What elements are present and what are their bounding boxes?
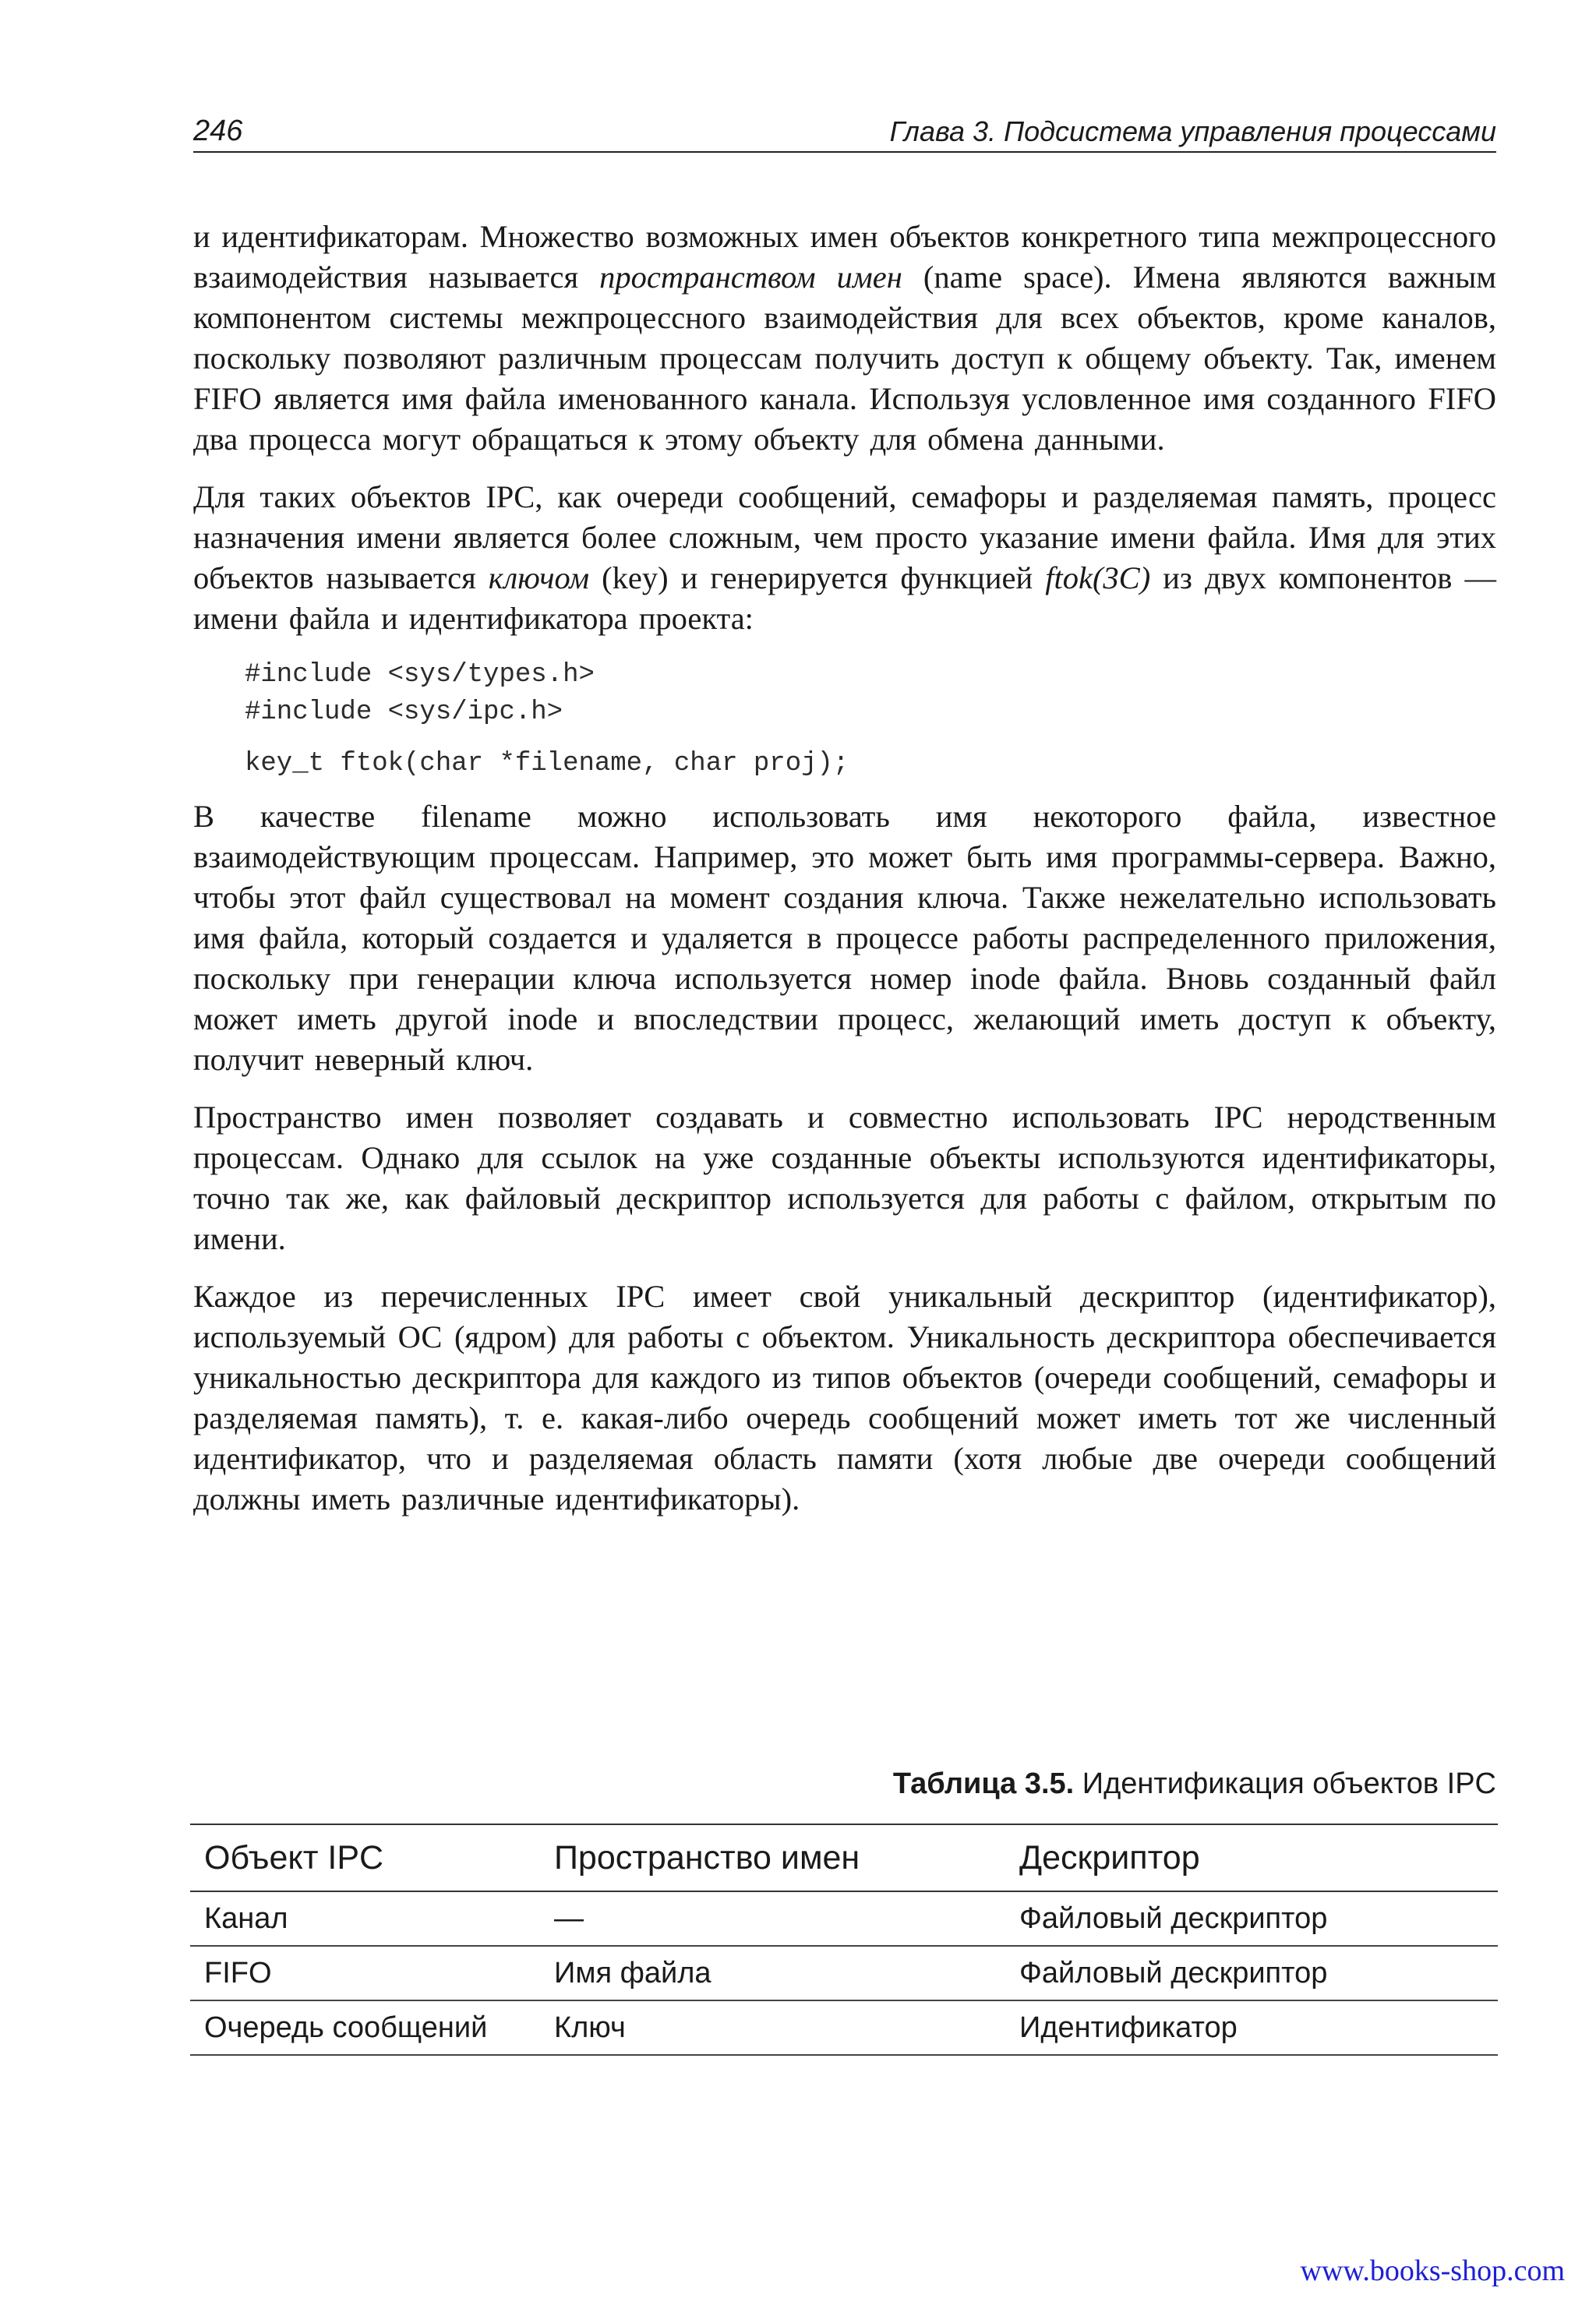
table-header: Дескриптор xyxy=(1005,1824,1498,1891)
table-cell: Идентификатор xyxy=(1005,2000,1498,2055)
table-cell: Ключ xyxy=(540,2000,1005,2055)
code-line: #include <sys/types.h> xyxy=(245,660,595,690)
code-block xyxy=(245,656,1496,782)
table-header: Пространство имен xyxy=(540,1824,1005,1891)
ipc-table xyxy=(190,1824,1498,2056)
table-cell: Файловый дескриптор xyxy=(1005,1946,1498,2000)
running-head: Глава 3. Подсистема управления процессами xyxy=(889,115,1496,147)
table-cell: FIFO xyxy=(190,1946,540,2000)
term-key: ключом xyxy=(488,560,590,595)
code-line: key_t ftok(char *filename, char proj); xyxy=(245,749,849,779)
table-caption: Таблица 3.5. Идентификация объектов IPC xyxy=(892,1767,1496,1800)
term-ftok: ftok(3C) xyxy=(1045,560,1151,595)
table-row xyxy=(190,2000,1498,2055)
table-cell: Имя файла xyxy=(540,1946,1005,2000)
table-header: Объект IPC xyxy=(190,1824,540,1891)
table-header-row xyxy=(190,1824,1498,1891)
table-cell: Файловый дескриптор xyxy=(1005,1891,1498,1946)
table-row xyxy=(190,1946,1498,2000)
watermark-link[interactable]: www.books-shop.com xyxy=(1300,2254,1565,2287)
page-number: 246 xyxy=(193,115,243,147)
paragraph-3: В качестве filename можно использовать имя некоторого файла, известное взаимодействующим процессам. Например, это может быть имя программы-сервера. Важно, чтобы этот файл существовал на момент создания ключа. Также нежелательно использовать имя файла, который создается и удаляется в процессе работы распределенного приложения, поскольку при генерации ключа используется номер inode файла. Вновь созданный файл может иметь другой inode и впоследствии процесс, желающий иметь доступ к объекту, получит неверный ключ. xyxy=(193,799,1496,1077)
paragraph-5: Каждое из перечисленных IPC имеет свой уникальный дескриптор (идентификатор), используемый ОС (ядром) для работы с объектом. Уникальность дескриптора обеспечивается уникальностью дескриптора для каждого из типов объектов (очереди сообщений, семафоры и разделяемая память), т. е. какая-либо очередь сообщений может иметь тот же численный идентификатор, что и разделяемая область памяти (хотя любые две очереди сообщений должны иметь различные идентификаторы). xyxy=(193,1279,1496,1516)
table-cell: Очередь сообщений xyxy=(190,2000,540,2055)
paragraph-2: Для таких объектов IPC, как очереди сообщений, семафоры и разделяемая память, процесс назначения имени является более сложным, чем просто указание имени файла. Имя для этих объектов называется ключом (key) и генерируется функцией ftok(3C) из двух компонентов — имени файла и идентификатора проекта: xyxy=(193,479,1496,636)
body-text xyxy=(193,217,1496,1537)
term-name-space: пространством имен xyxy=(599,260,902,295)
code-line: #include <sys/ipc.h> xyxy=(245,697,563,727)
page-header xyxy=(193,106,1496,153)
paragraph-1: и идентификаторам. Множество возможных имен объектов конкретного типа межпроцессного взаимодействия называется пространством имен (name space). Имена являются важным компонентом системы межпроцессного взаимодействия для всех объектов, кроме каналов, поскольку позволяют различным процессам получить доступ к общему объекту. Так, именем FIFO является имя файла именованного канала. Используя условленное имя созданного FIFO два процесса могут обращаться к этому объекту для обмена данными. xyxy=(193,219,1496,457)
table-cell: — xyxy=(540,1891,1005,1946)
table-row xyxy=(190,1891,1498,1946)
paragraph-4: Пространство имен позволяет создавать и совместно использовать IPC неродственным процессам. Однако для ссылок на уже созданные объекты используются идентификаторы, точно так же, как файловый дескриптор используется для работы с файлом, открытым по имени. xyxy=(193,1100,1496,1256)
table-cell: Канал xyxy=(190,1891,540,1946)
